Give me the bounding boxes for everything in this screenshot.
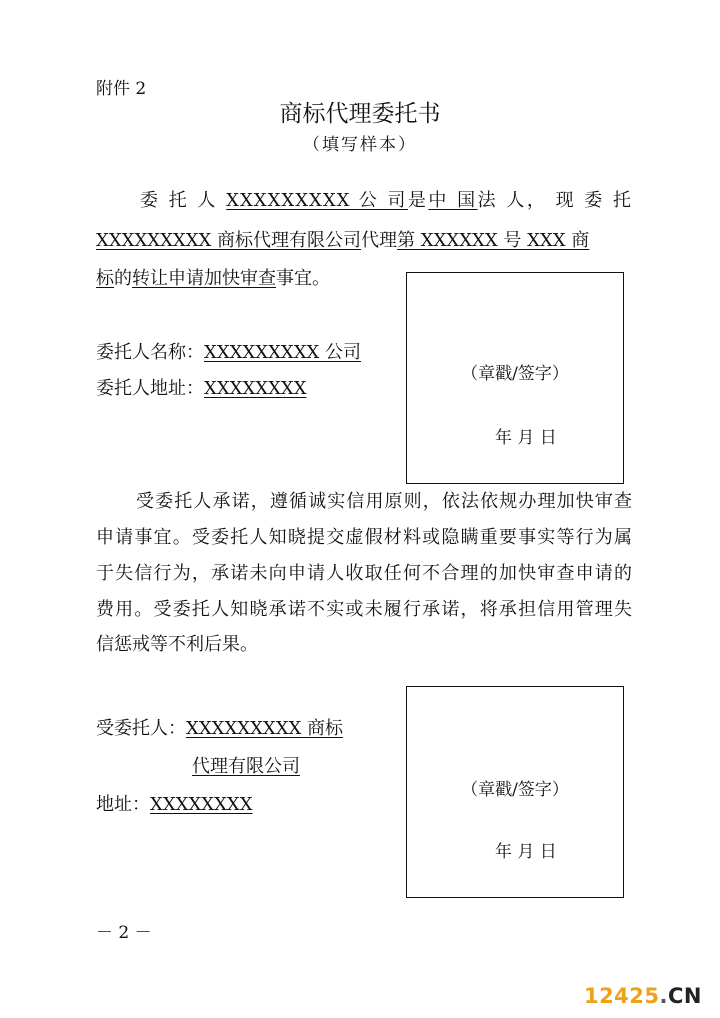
document-subtitle: （填写样本）	[303, 135, 417, 155]
watermark-number: 12425	[583, 984, 660, 1008]
entrust-name-field	[96, 338, 377, 364]
agent-name-line2: 代理有限公司	[192, 756, 300, 777]
entrust-address-label: 委托人地址：	[96, 378, 204, 399]
agent-name-line1: XXXXXXXXX 商标	[186, 718, 344, 739]
entrust-trademark-end: 标	[96, 268, 114, 289]
page-number: － 2 －	[96, 923, 152, 943]
entrust-agency: XXXXXXXXX 商标代理有限公司	[96, 230, 362, 251]
seal-signature-box-top	[406, 272, 624, 484]
entrust-address-value: XXXXXXXX	[204, 378, 307, 399]
entrust-paragraph	[96, 186, 632, 289]
commitment-line: 受委托人承诺，遵循诚实信用原则，依法依规办理加快审查	[136, 491, 632, 512]
agent-address-value: XXXXXXXX	[150, 794, 253, 815]
seal-signature-label: （章戳/签字）	[461, 364, 569, 384]
commitment-line: 申请事宜。受委托人知晓提交虚假材料或隐瞒重要事实等行为属	[96, 527, 632, 548]
entrust-trademark-no: 第 XXXXXX 号 XXX 商	[397, 230, 590, 251]
agent-address-field	[96, 790, 281, 816]
entrust-matter: 转让申请加快审查	[132, 268, 276, 289]
entrust-agent-word: 代理	[361, 230, 398, 251]
commitment-paragraph	[96, 487, 632, 667]
entrust-tail: 法 人， 现 委 托	[477, 190, 632, 211]
entrust-address-field	[96, 374, 353, 400]
entrust-line-1	[96, 186, 632, 212]
entrust-line-2	[96, 226, 632, 252]
agent-name-field	[96, 714, 343, 740]
date-label: 年 月 日	[495, 428, 557, 448]
date-label: 年 月 日	[495, 842, 557, 862]
entrust-country: 中 国	[428, 190, 478, 211]
agent-label: 受委托人：	[96, 718, 186, 739]
seal-signature-box-bottom	[406, 686, 624, 898]
entrust-de: 的	[114, 268, 132, 289]
agent-name-field-cont	[192, 752, 300, 778]
entrust-name-value: XXXXXXXXX 公司	[204, 342, 362, 363]
document-title: 商标代理委托书	[279, 101, 441, 127]
seal-signature-label: （章戳/签字）	[461, 780, 569, 800]
commitment-line: 信惩戒等不利后果。	[96, 634, 258, 655]
watermark-cn: CN	[668, 984, 702, 1008]
entrust-prefix: 委 托 人	[140, 190, 218, 211]
entrust-name-label: 委托人名称：	[96, 342, 204, 363]
entrust-matter-tail: 事宜。	[276, 268, 330, 289]
agent-address-label: 地址：	[96, 794, 150, 815]
watermark-dot: .	[659, 984, 668, 1008]
entrust-company: XXXXXXXXX 公 司	[226, 190, 408, 211]
site-watermark-logo	[584, 984, 702, 1008]
entrust-is: 是	[407, 190, 429, 211]
attachment-label: 附件 2	[96, 79, 147, 99]
commitment-line: 费用。受委托人知晓承诺不实或未履行承诺，将承担信用管理失	[96, 599, 632, 620]
commitment-line: 于失信行为，承诺未向申请人收取任何不合理的加快审查申请的	[96, 563, 632, 584]
